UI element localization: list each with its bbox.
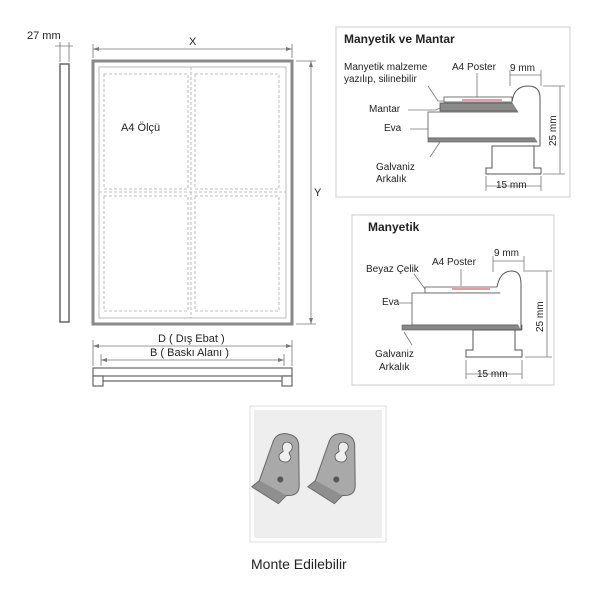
top-dimension: 9 mm <box>510 63 535 74</box>
depth-label: 27 mm <box>27 30 61 42</box>
a4-cell-label: A4 Ölçü <box>121 122 161 134</box>
height-dimension: 25 mm <box>535 301 546 332</box>
cork-label: Mantar <box>369 104 401 115</box>
frame-bottom-profile <box>93 368 292 386</box>
galvaniz-label-line2: Arkalık <box>376 174 407 185</box>
panel-title: Manyetik <box>368 220 420 234</box>
outer-dimension-label: D ( Dış Ebat ) <box>158 333 225 345</box>
galvaniz-label: Galvaniz <box>376 162 415 173</box>
galvaniz-label: Galvaniz <box>375 349 414 360</box>
galvaniz-label-line2: Arkalık <box>379 362 410 373</box>
panel-magnetic-cork <box>336 27 570 197</box>
galvaniz-layer <box>402 325 522 330</box>
panel-title: Manyetik ve Mantar <box>344 32 455 46</box>
eva-label: Eva <box>384 123 402 134</box>
top-dimension: 9 mm <box>494 248 519 259</box>
frame-side-profile <box>60 64 69 322</box>
y-label: Y <box>314 187 322 199</box>
hanger-photo <box>249 406 386 542</box>
x-label: X <box>189 36 197 48</box>
print-dimension-label: B ( Baskı Alanı ) <box>150 347 229 359</box>
poster-strip <box>452 288 490 290</box>
material-label: Manyetik malzeme <box>344 62 428 73</box>
steel-label: Beyaz Çelik <box>366 264 419 275</box>
eva-label: Eva <box>382 297 400 308</box>
frame-outer <box>93 61 292 324</box>
poster-strip <box>462 99 502 101</box>
frame-drawing <box>27 30 322 386</box>
hanger-caption: Monte Edilebilir <box>251 556 347 572</box>
bottom-dimension: 15 mm <box>477 369 508 380</box>
material-label-line2: yazılıp, silinebilir <box>344 74 417 85</box>
panel-magnetic <box>352 215 554 385</box>
galvaniz-layer <box>428 138 539 142</box>
bottom-dimension: 15 mm <box>496 180 527 191</box>
height-dimension: 25 mm <box>548 115 559 146</box>
poster-label: A4 Poster <box>432 257 476 268</box>
poster-label: A4 Poster <box>452 62 496 73</box>
